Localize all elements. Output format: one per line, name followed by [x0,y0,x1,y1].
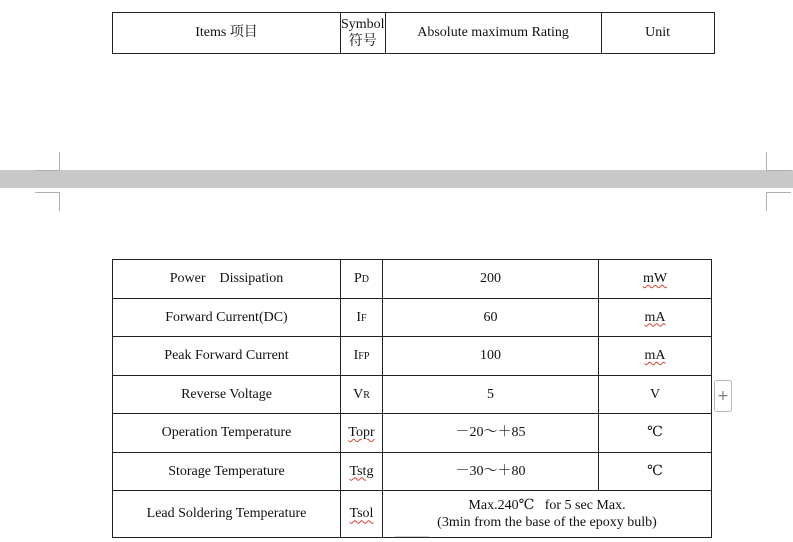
rating-cell[interactable]: 5 [383,375,599,414]
item-cell[interactable]: Lead Soldering Temperature [113,491,341,538]
symbol-cell[interactable]: Topr [341,414,383,453]
header-symbol-cell[interactable]: Symbol 符号 [341,13,386,54]
page-gap [0,170,793,188]
margin-corner-mark [766,152,791,171]
unit-cell[interactable]: mA [599,298,712,337]
rating-cell[interactable]: 60 [383,298,599,337]
spec-body-table [112,259,712,538]
item-cell[interactable]: Power Dissipation [113,260,341,299]
table-header-row [113,13,715,54]
table-row [113,452,712,491]
scroll-indicator [395,536,429,542]
item-cell[interactable]: Storage Temperature [113,452,341,491]
header-items-cell[interactable]: Items 项目 [113,13,341,54]
unit-cell[interactable]: V [599,375,712,414]
unit-cell[interactable]: ℃ [599,452,712,491]
table-row [113,337,712,376]
table-row [113,491,712,538]
rating-cell[interactable]: －20～＋85 [383,414,599,453]
unit-cell[interactable]: mW [599,260,712,299]
add-row-button[interactable] [714,380,732,412]
header-rating-cell[interactable]: Absolute maximum Rating [385,13,601,54]
symbol-cell[interactable]: PD [341,260,383,299]
header-unit-cell[interactable]: Unit [601,13,714,54]
plus-icon: + [717,388,729,404]
symbol-cell[interactable]: IFP [341,337,383,376]
item-cell[interactable]: Operation Temperature [113,414,341,453]
margin-corner-mark [766,192,791,211]
symbol-cell[interactable]: Tsol [341,491,383,538]
spec-header-table [112,12,715,54]
unit-cell[interactable]: mA [599,337,712,376]
table-row [113,260,712,299]
symbol-cell[interactable]: VR [341,375,383,414]
item-cell[interactable]: Reverse Voltage [113,375,341,414]
table-row [113,375,712,414]
symbol-cell[interactable]: IF [341,298,383,337]
margin-corner-mark [35,152,60,171]
table-row [113,298,712,337]
unit-cell[interactable]: ℃ [599,414,712,453]
rating-cell[interactable]: Max.240℃ for 5 sec Max. (3min from the base of the epoxy bulb) [383,491,712,538]
rating-cell[interactable]: 200 [383,260,599,299]
rating-cell[interactable]: 100 [383,337,599,376]
table-row [113,414,712,453]
item-cell[interactable]: Peak Forward Current [113,337,341,376]
item-cell[interactable]: Forward Current(DC) [113,298,341,337]
symbol-cell[interactable]: Tstg [341,452,383,491]
margin-corner-mark [35,192,60,211]
rating-cell[interactable]: －30～＋80 [383,452,599,491]
